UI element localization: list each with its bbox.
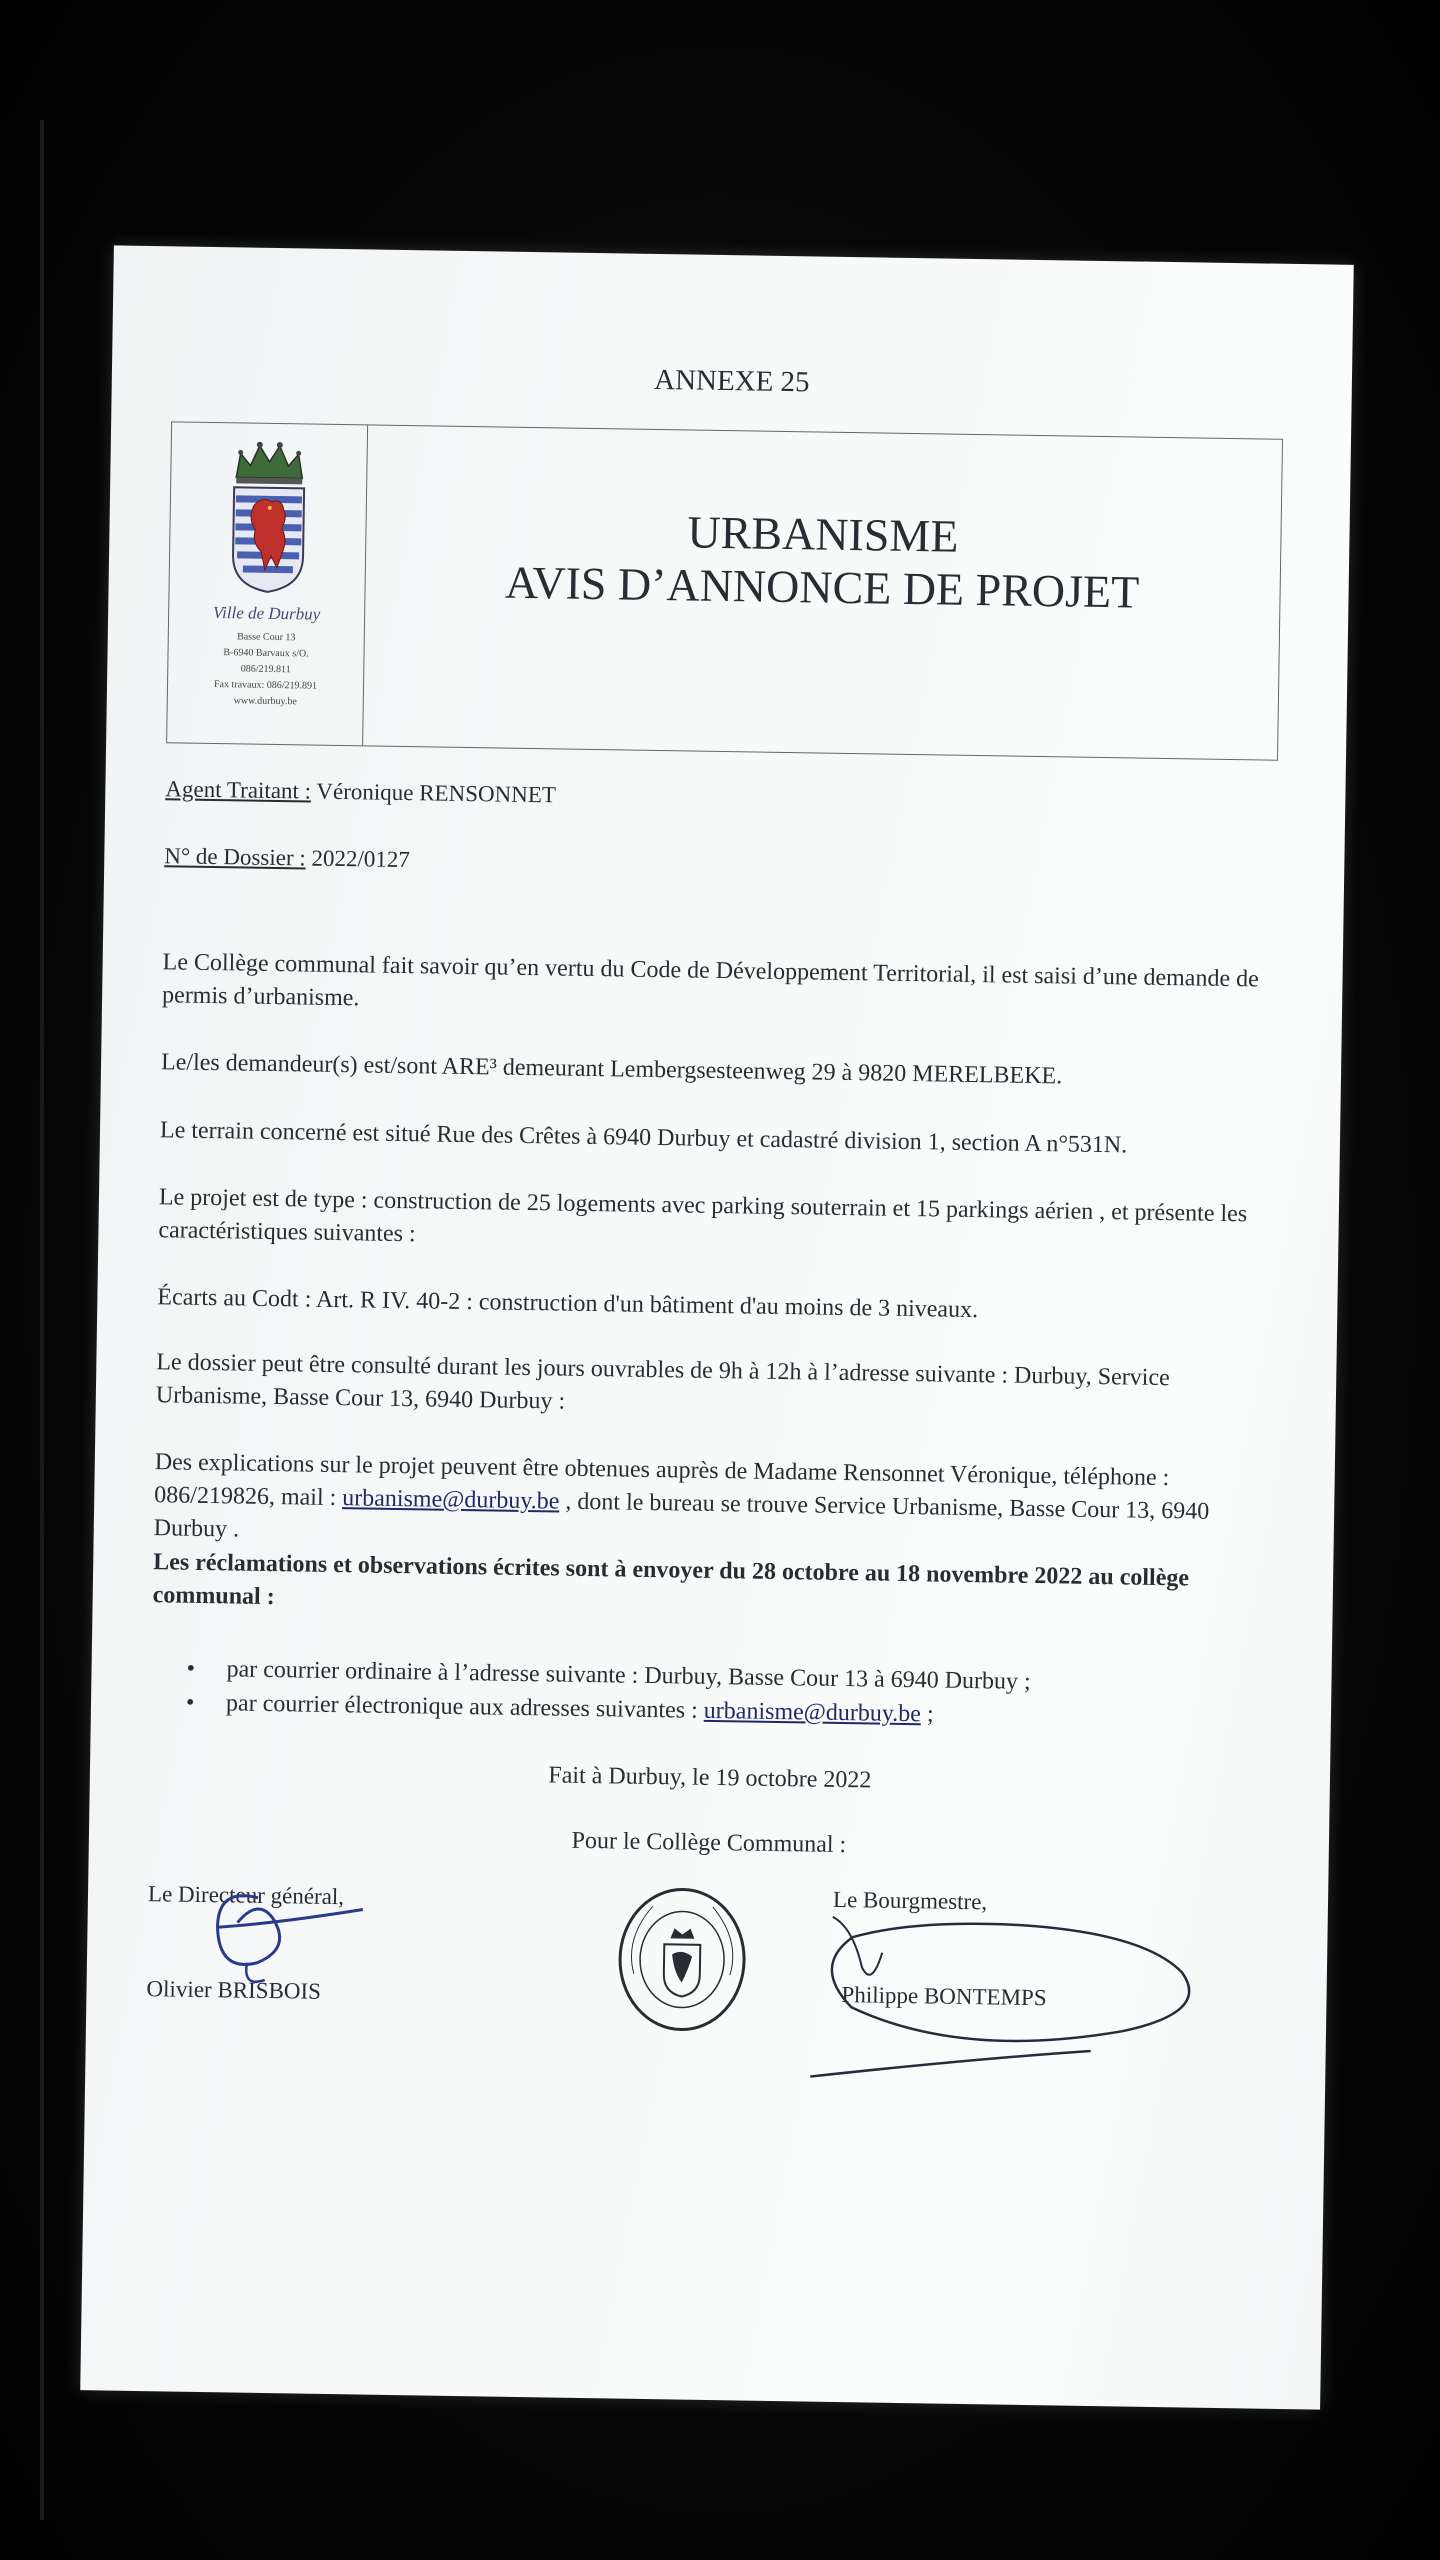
left-signatory-name: Olivier BRISBOIS (146, 1976, 322, 2004)
dossier-value: 2022/0127 (311, 845, 411, 873)
paragraph-project-type: Le projet est de type : construction de 25 logements avec parking souterrain et 15 parkings aérien , et présente les caractéristiques suivantes : (158, 1184, 1248, 1248)
title-block (362, 425, 1282, 759)
left-signatory-title: Le Directeur général, (147, 1881, 345, 1910)
annexe-label: ANNEXE 25 (653, 363, 810, 399)
display-screen (80, 245, 1354, 2409)
explanations-text-end: , dont le bureau se trouve Service Urbanisme, Basse Cour 13, 6940 Durbuy . (153, 1488, 1210, 1543)
paragraph-applicant: Le/les demandeur(s) est/sont ARE³ demeurant Lembergsesteenweg 29 à 9820 MERELBEKE. (160, 1049, 1063, 1090)
logo-website-line: www.durbuy.be (233, 695, 297, 708)
right-signatory-name: Philippe BONTEMPS (841, 1982, 1047, 2011)
logo-phone-line: 086/219.811 (240, 663, 291, 676)
dossier-line (164, 843, 410, 873)
coat-of-arms-icon (224, 435, 313, 596)
paragraph-intro: Le Collège communal fait savoir qu’en vertu du Code de Développement Territorial, il est saisi d’une demande de permis d’urbanisme. (161, 949, 1259, 1012)
email-link[interactable]: urbanisme@durbuy.be (703, 1697, 922, 1728)
header-box (166, 421, 1283, 760)
municipal-seal-image (611, 1883, 753, 2035)
explanations-text: Des explications sur le projet peuvent être obtenues auprès de Madame Rensonnet Véronique, téléphone : 086/219826, mail : (154, 1449, 1170, 1512)
fait-line: Fait à Durbuy, le 19 octobre 2022 (548, 1762, 872, 1794)
agent-value: Véronique RENSONNET (316, 778, 557, 808)
bullet-icon: • (185, 1689, 195, 1716)
dossier-label: N° de Dossier : (164, 843, 306, 871)
paragraph-terrain: Le terrain concerné est situé Rue des Crêtes à 6940 Durbuy et cadastré division 1, section A n°531N. (159, 1117, 1128, 1159)
paragraph-reclamations: Les réclamations et observations écrites sont à envoyer du 28 octobre au 18 novembre 2022 au collège communal : (152, 1549, 1190, 1611)
right-signatory-title: Le Bourgmestre, (832, 1886, 988, 1915)
paragraph-ecarts: Écarts au Codt : Art. R IV. 40-2 : construction d'un bâtiment d'au moins de 3 niveaux. (157, 1284, 979, 1324)
paragraph-explanations (154, 1446, 1265, 1562)
municipal-logo-block (167, 422, 368, 745)
email-link[interactable]: urbanisme@durbuy.be (342, 1485, 560, 1515)
list-item-text: par courrier électronique aux adresses suivantes : (225, 1690, 698, 1724)
ville-name: Ville de Durbuy (212, 602, 321, 624)
list-item-text-end: ; (926, 1701, 934, 1728)
list-item-text: par courrier ordinaire à l’adresse suivante : Durbuy, Basse Cour 13 à 6940 Durbuy ; (226, 1656, 1031, 1695)
pour-line: Pour le Collège Communal : (571, 1827, 847, 1859)
monitor-bezel-edge (40, 120, 44, 2520)
logo-fax-line: Fax travaux: 086/219.891 (213, 679, 318, 692)
page-subtitle: AVIS D’ANNONCE DE PROJET (504, 556, 1140, 618)
bullet-list (186, 1652, 1267, 1737)
agent-line (165, 776, 556, 808)
page-title: URBANISME (687, 506, 959, 562)
bullet-icon: • (186, 1655, 196, 1682)
logo-address-line: Basse Cour 13 (237, 631, 296, 644)
logo-address-line: B-6940 Barvaux s/O. (223, 647, 309, 660)
paragraph-consultation: Le dossier peut être consulté durant les jours ouvrables de 9h à 12h à l’adresse suivante : Durbuy, Service Urbanisme, Basse Cour 13, 6940 Durbuy : (155, 1349, 1170, 1415)
agent-label: Agent Traitant : (165, 776, 312, 804)
